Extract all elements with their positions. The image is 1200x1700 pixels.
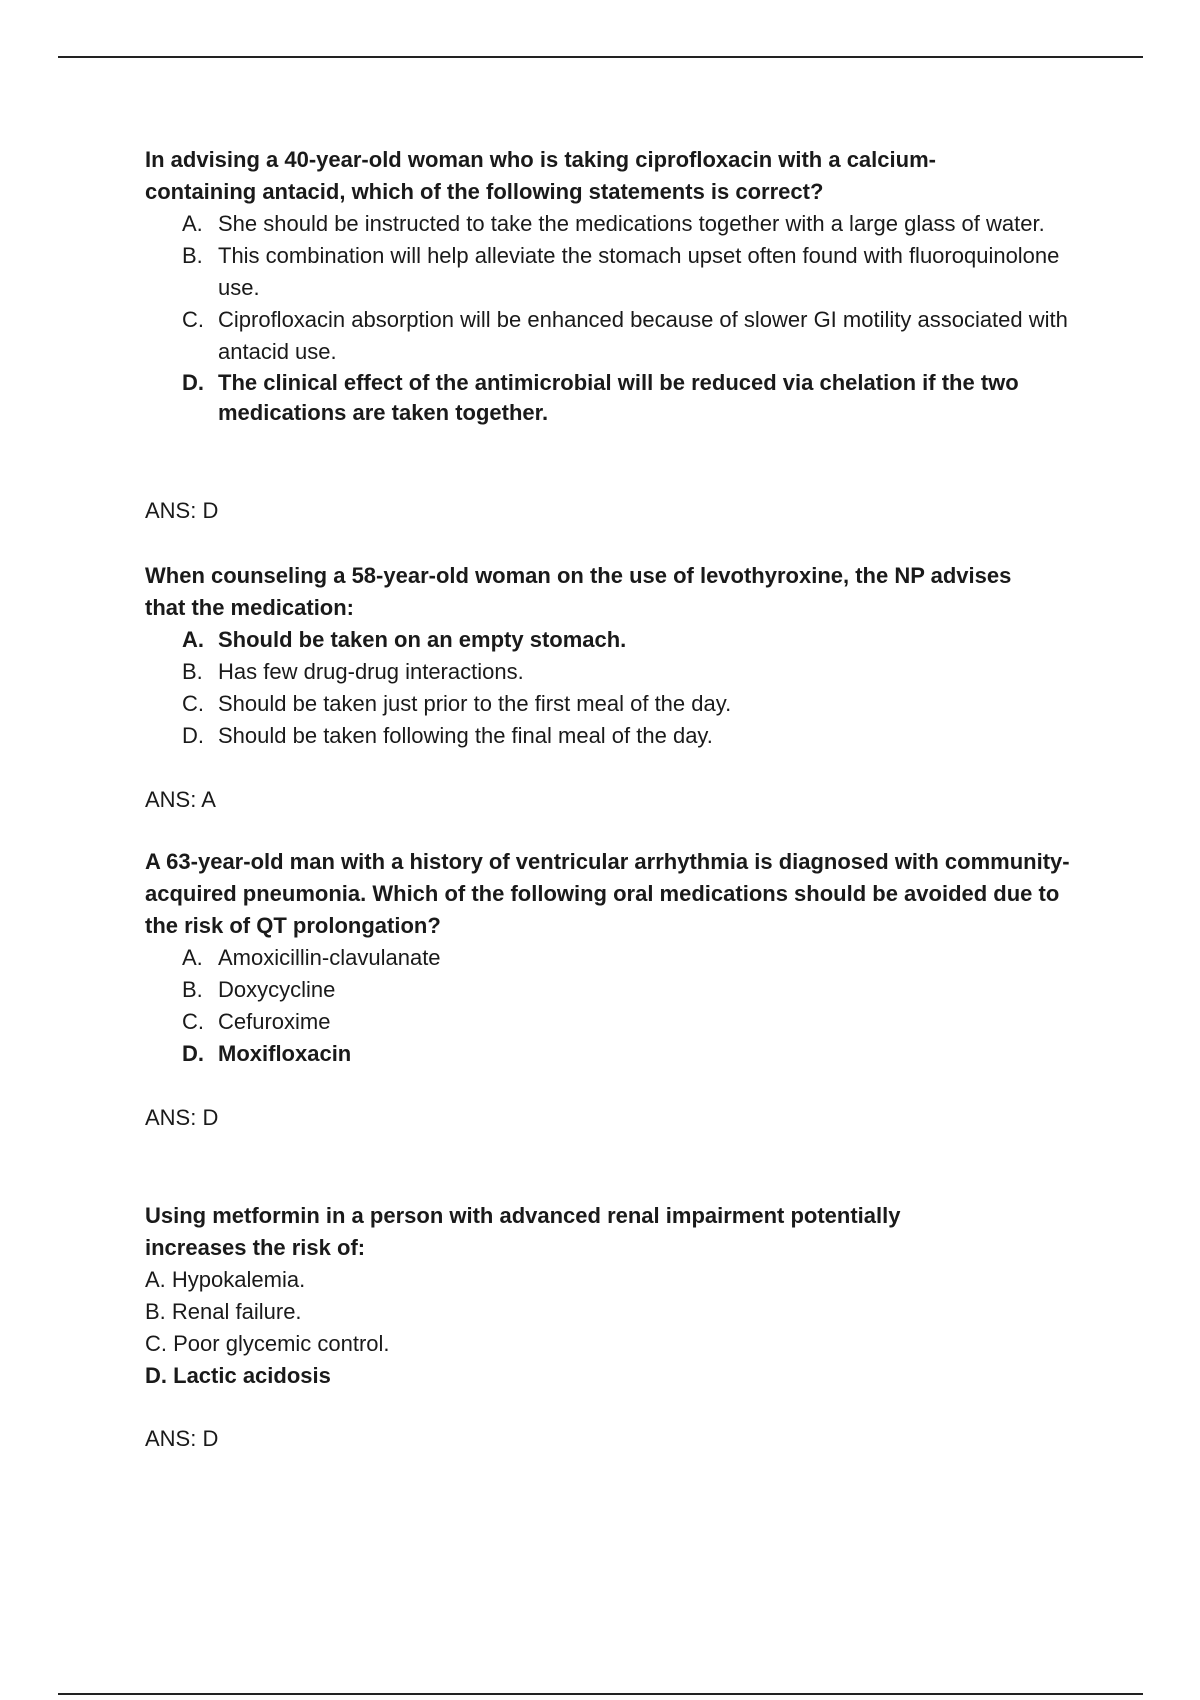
answer-1: ANS: D (145, 498, 219, 523)
option-1a: A. She should be instructed to take the medications together with a large glass of water. (182, 211, 1045, 236)
answer-2: ANS: A (145, 787, 216, 812)
question-2-stem: When counseling a 58-year-old woman on the use of levothyroxine, the NP advises that the medication: (145, 563, 1012, 620)
question-1 (145, 144, 1085, 428)
answer-4: ANS: D (145, 1426, 219, 1451)
option-2d: D. Should be taken following the final meal of the day. (182, 723, 713, 748)
option-3c: C. Cefuroxime (182, 1009, 331, 1034)
option-2b: B. Has few drug-drug interactions. (182, 659, 524, 684)
option-4b: B. Renal failure. (145, 1299, 302, 1324)
answer-3: ANS: D (145, 1105, 219, 1130)
question-4-stem: Using metformin in a person with advanced renal impairment potentially increases the risk of: (145, 1203, 901, 1260)
question-1-stem: In advising a 40-year-old woman who is taking ciprofloxacin with a calcium-containing antacid, which of the following statements is correct? (145, 147, 936, 204)
option-1b: B. This combination will help alleviate the stomach upset often found with fluoroquinolone use. (182, 243, 1060, 300)
question-4-options (145, 1264, 1085, 1392)
question-3 (145, 846, 1085, 1070)
option-4c: C. Poor glycemic control. (145, 1331, 390, 1356)
option-4a: A. Hypokalemia. (145, 1267, 306, 1292)
question-1-options (145, 208, 1085, 428)
bottom-divider (58, 1693, 1143, 1695)
option-1d-correct: D. The clinical effect of the antimicrobial will be reduced via chelation if the two medications are taken together. (182, 370, 1019, 425)
option-2a-correct: A. Should be taken on an empty stomach. (182, 627, 627, 652)
option-4d-correct: D. Lactic acidosis (145, 1363, 331, 1388)
question-2-options (145, 624, 1085, 752)
question-3-options (145, 942, 1085, 1070)
option-3b: B. Doxycycline (182, 977, 336, 1002)
question-3-stem: A 63-year-old man with a history of ventricular arrhythmia is diagnosed with community-acquired pneumonia. Which of the following oral medications should be avoided due to the risk of QT prolongation? (145, 849, 1070, 938)
option-1c: C. Ciprofloxacin absorption will be enhanced because of slower GI motility associated with antacid use. (182, 307, 1068, 364)
option-3a: A. Amoxicillin-clavulanate (182, 945, 441, 970)
top-divider (58, 56, 1143, 58)
option-3d-correct: D. Moxifloxacin (182, 1041, 352, 1066)
option-2c: C. Should be taken just prior to the first meal of the day. (182, 691, 732, 716)
question-2 (145, 560, 1085, 752)
question-4 (145, 1200, 1085, 1392)
